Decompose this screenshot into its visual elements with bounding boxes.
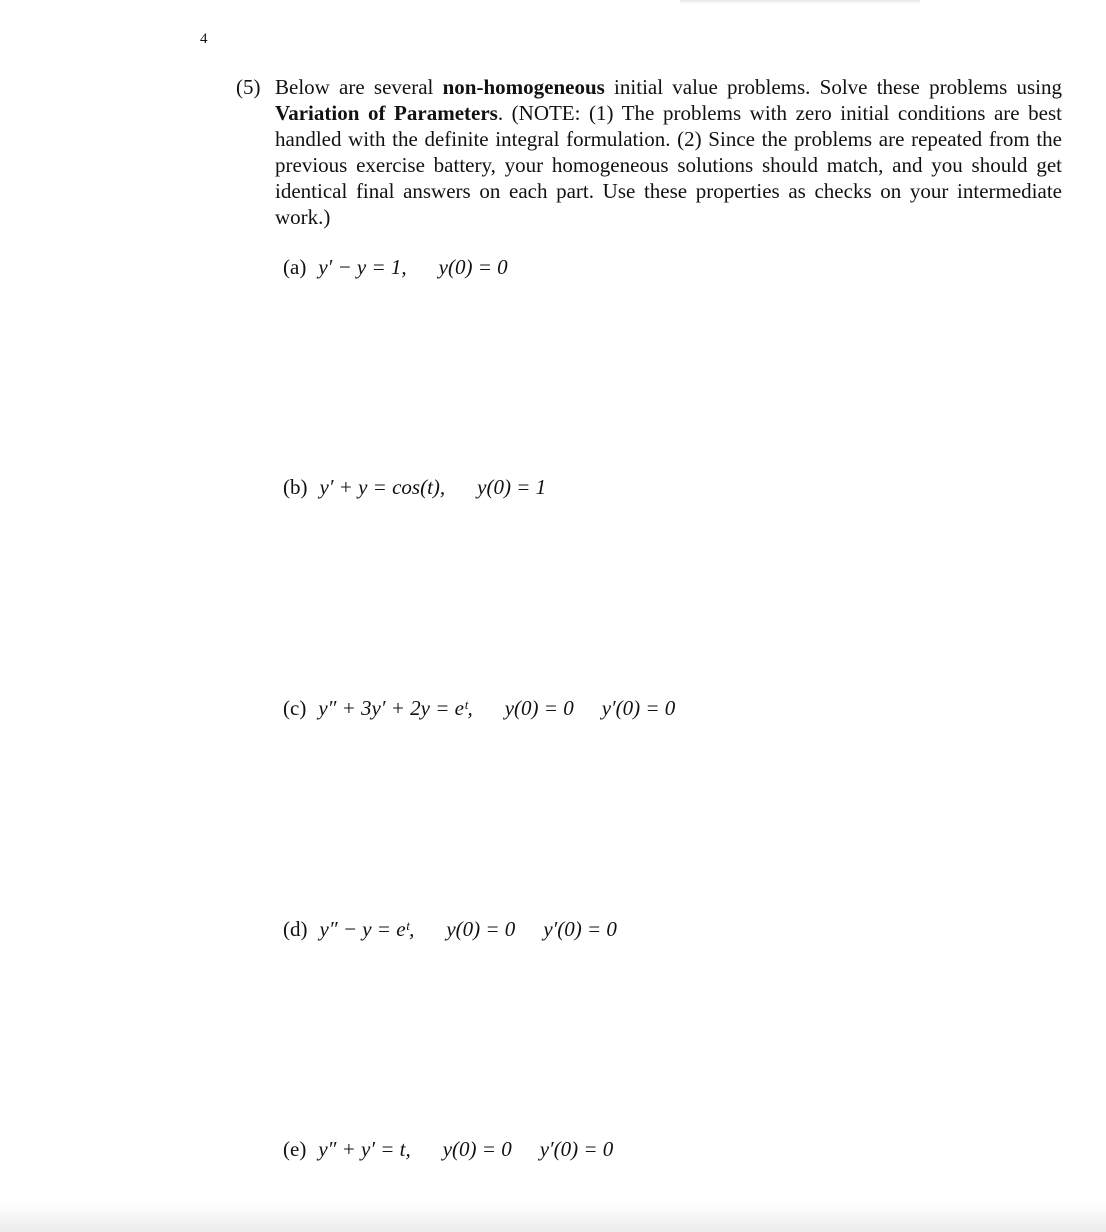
part-label: (d): [283, 917, 308, 941]
part-equation: y′ − y = 1,: [318, 255, 407, 279]
initial-condition: y(0) = 1: [477, 475, 547, 499]
problem-text-3: . (NOTE: (1) The problems with zero initial conditions are best handled with the definite integral formulation. (2) Since the problems are repeated from the previous exercise battery, your homogeneous solutions should match, and you should get identical final answers on each part. Use these properties as checks on your intermediate work.): [275, 101, 1062, 229]
initial-condition: y(0) = 0: [446, 917, 516, 941]
part-d: [283, 917, 617, 942]
part-label: (e): [283, 1137, 307, 1161]
part-label: (c): [283, 696, 307, 720]
problem-text-1: Below are several: [275, 75, 443, 99]
initial-condition: y(0) = 0: [438, 255, 508, 279]
page-number: 4: [200, 31, 208, 47]
initial-condition-derivative: y′(0) = 0: [543, 917, 617, 941]
part-equation: y″ − y = eᵗ,: [319, 917, 415, 941]
problem-bold-2: Variation of Parameters: [275, 101, 498, 125]
part-label: (a): [283, 255, 307, 279]
initial-condition: y(0) = 0: [442, 1137, 512, 1161]
part-b: [283, 475, 546, 500]
part-label: (b): [283, 475, 308, 499]
initial-condition-derivative: y′(0) = 0: [539, 1137, 614, 1161]
problem-number: (5): [236, 75, 261, 99]
part-c: [283, 696, 675, 721]
initial-condition: y(0) = 0: [504, 696, 574, 720]
part-equation: y″ + y′ = t,: [318, 1137, 411, 1161]
initial-condition-derivative: y′(0) = 0: [601, 696, 676, 720]
part-equation: y″ + 3y′ + 2y = eᵗ,: [318, 696, 473, 720]
part-a: [283, 255, 508, 280]
problem-statement: [275, 74, 1062, 230]
problem-text-2: initial value problems. Solve these problems using: [604, 75, 1062, 99]
problem-bold-1: non-homogeneous: [442, 75, 605, 99]
part-e: [283, 1137, 613, 1162]
part-equation: y′ + y = cos(t),: [319, 475, 446, 499]
bottom-shadow: [0, 1202, 1106, 1232]
problem-5: [236, 74, 1062, 230]
top-shadow: [680, 0, 920, 4]
